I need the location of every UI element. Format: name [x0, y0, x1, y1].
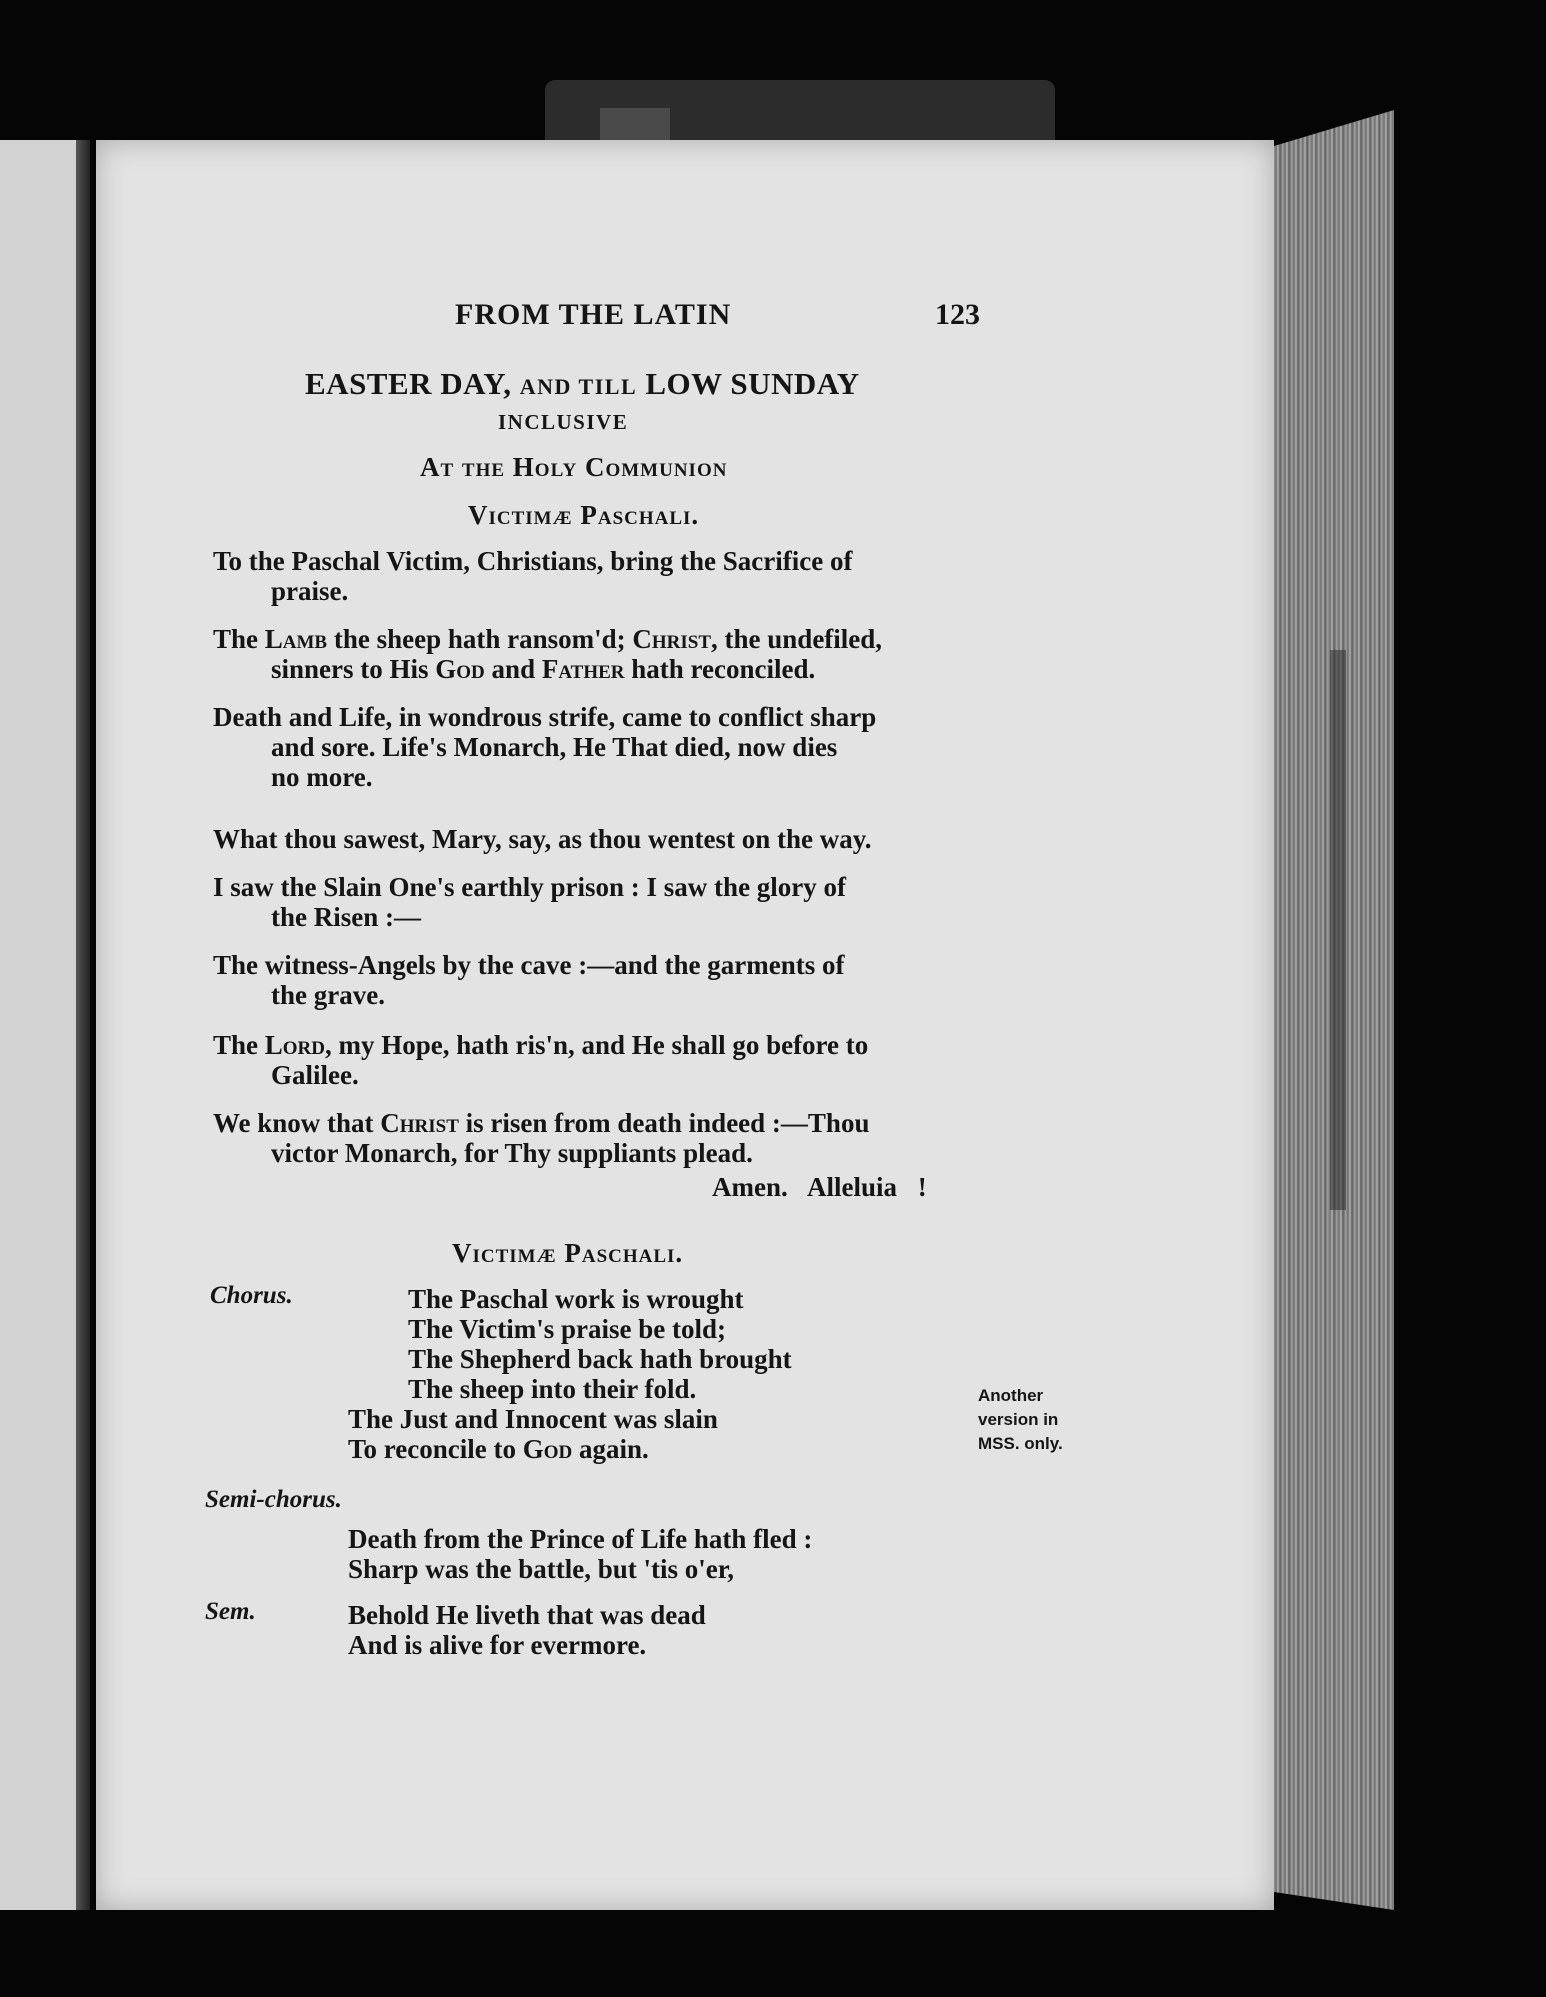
verse-3: Death and Life, in wondrous strife, came to conflict sharp and sore. Life's Monarch, He That died, now dies no more. — [213, 702, 877, 792]
page-number: 123 — [935, 298, 980, 331]
chorus-stanza: The Paschal work is wrought The Victim's praise be told; The Shepherd back hath brought The sheep into their fold. — [408, 1284, 792, 1404]
sem-lines: Behold He liveth that was dead And is alive for evermore. — [348, 1600, 706, 1660]
verse-6: The witness-Angels by the cave :—and the garments of the grave. — [213, 950, 845, 1010]
hymn-title: EASTER DAY, AND TILL LOW SUNDAY — [305, 366, 860, 401]
verse-2: The Lamb the sheep hath ransom'd; Christ, the undefiled, sinners to His God and Father hath reconciled. — [213, 624, 883, 684]
chorus-couplet: The Just and Innocent was slain To reconcile to God again. — [348, 1404, 718, 1464]
verse-7: The Lord, my Hope, hath ris'n, and He shall go before to Galilee. — [213, 1030, 869, 1090]
chorus-label: Chorus. — [210, 1282, 293, 1309]
running-title: FROM THE LATIN — [455, 298, 732, 331]
sem-label: Sem. — [205, 1598, 256, 1625]
latin-title-second: Victimæ Paschali. — [452, 1238, 684, 1268]
verse-1: To the Paschal Victim, Christians, bring the Sacrifice of praise. — [213, 546, 853, 606]
semichorus-label: Semi-chorus. — [205, 1486, 342, 1513]
margin-note: Another version in MSS. only. — [978, 1386, 1063, 1453]
hymn-subtitle: INCLUSIVE — [498, 410, 629, 434]
latin-title: Victimæ Paschali. — [468, 500, 700, 530]
left-page-edge — [0, 140, 90, 1910]
semichorus-lines: Death from the Prince of Life hath fled : Sharp was the battle, but 'tis o'er, — [348, 1524, 813, 1584]
occasion-heading: At the Holy Communion — [420, 452, 728, 482]
verse-4: What thou sawest, Mary, say, as thou wentest on the way. — [213, 824, 872, 854]
book-top-tab — [545, 80, 1055, 142]
verse-5: I saw the Slain One's earthly prison : I saw the glory of the Risen :— — [213, 872, 847, 932]
verse-8: We know that Christ is risen from death indeed :—Thou victor Monarch, for Thy suppliants plead. — [213, 1108, 870, 1168]
amen-alleluia: Amen. Alleluia ! — [712, 1172, 927, 1202]
edge-marking — [1330, 650, 1346, 1210]
